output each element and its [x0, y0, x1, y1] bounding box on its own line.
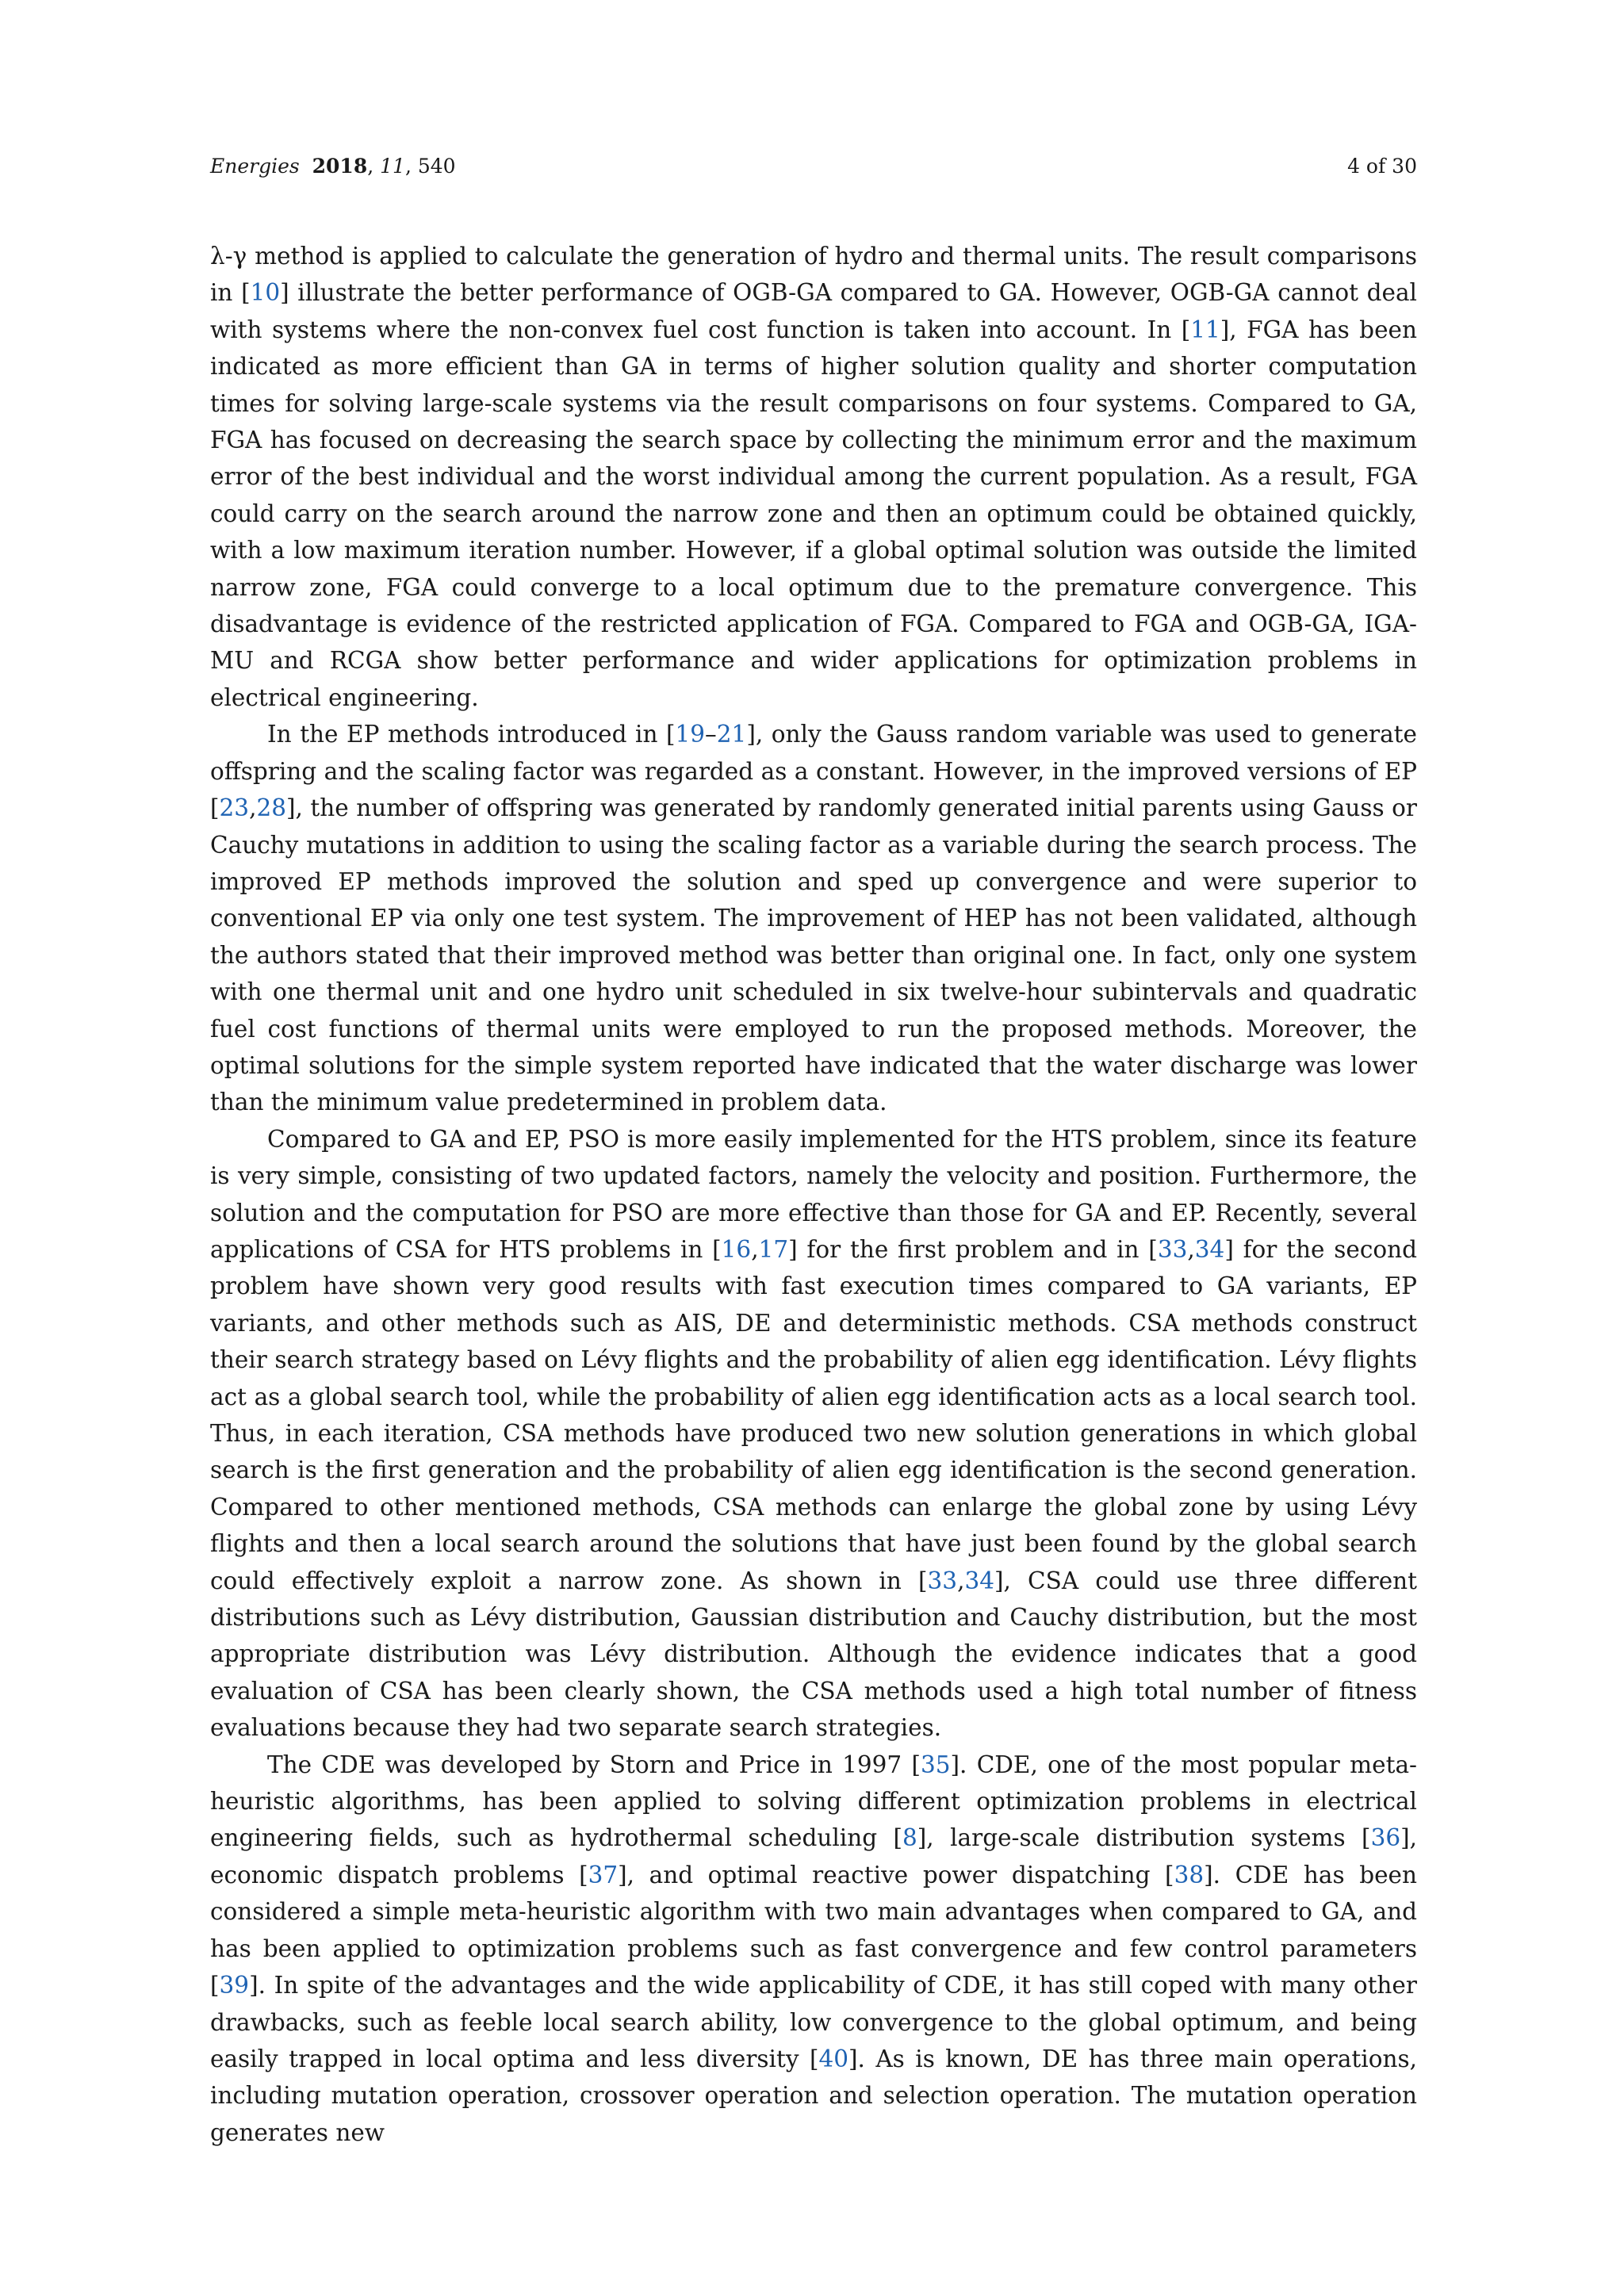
paragraph-text: ], economic dispatch problems [	[210, 1824, 1417, 1888]
citation-link[interactable]: 21	[716, 721, 747, 748]
paragraph-text: ] for the first problem and in [	[788, 1235, 1158, 1263]
paragraph-text: Compared to GA and EP, PSO is more easily implemented for the HTS problem, since its feature is very simple, consisting of two updated factors, namely the velocity and position. Furthermore, the solution and the computation for PSO are more effective than those for GA and EP. Recently, several applications of CSA for HTS problems in [	[210, 1125, 1417, 1263]
paragraph-text: –	[705, 721, 717, 748]
citation-link[interactable]: 38	[1174, 1861, 1205, 1888]
paragraph-text: ] for the second problem have shown very good results with fast execution times compared to GA variants, EP variants, and other methods such as AIS, DE and deterministic methods. CSA methods construct their search strategy based on Lévy flights and the probability of alien egg identification. Lévy flights act as a global search tool, while the probability of alien egg identification acts as a local search tool. Thus, in each iteration, CSA methods have produced two new solution generations in which global search is the first generation and the probability of alien egg identification is the second generation. Compared to other mentioned methods, CSA methods can enlarge the global zone by using Lévy flights and then a local search around the solutions that have just been found by the global search could effectively exploit a narrow zone. As shown in [	[210, 1235, 1417, 1594]
paragraph-text: ]. CDE, one of the most popular meta-heuristic algorithms, has been applied to solving different optimization problems in electrical engineering fields, such as hydrothermal scheduling [	[210, 1751, 1418, 1852]
body-text	[210, 238, 1417, 2151]
paragraph-text: ,	[751, 1235, 759, 1263]
citation-link[interactable]: 35	[920, 1751, 951, 1778]
paragraph-text: ], FGA has been indicated as more efficient than GA in terms of higher solution quality and shorter computation times for solving large-scale systems via the result comparisons on four systems. Compared to GA, FGA has focused on decreasing the search space by collecting the minimum error and the maximum error of the best individual and the worst individual among the current population. As a result, FGA could carry on the search around the narrow zone and then an optimum could be obtained quickly, with a low maximum iteration number. However, if a global optimal solution was outside the limited narrow zone, FGA could converge to a local optimum due to the premature convergence. This disadvantage is evidence of the restricted application of FGA. Compared to FGA and OGB-GA, IGA-MU and RCGA show better performance and wider applications for optimization problems in electrical engineering.	[210, 316, 1417, 711]
article-number: 540	[417, 155, 456, 178]
citation-link[interactable]: 37	[588, 1861, 619, 1888]
citation-link[interactable]: 28	[256, 794, 286, 822]
citation-link[interactable]: 19	[675, 721, 706, 748]
paragraph-text: ,	[957, 1567, 965, 1594]
page-number: 4 of 30	[1347, 155, 1417, 178]
paragraph-text: ]. As is known, DE has three main operations, including mutation operation, crossover operation and selection operation. The mutation operation generates new	[210, 2045, 1417, 2146]
paragraph-text: ], only the Gauss random variable was used to generate offspring and the scaling factor was regarded as a constant. However, in the improved versions of EP [	[210, 721, 1417, 822]
citation-link[interactable]: 8	[902, 1824, 917, 1852]
citation-line: Energies 2018, 11, 540	[210, 155, 456, 178]
citation-link[interactable]: 33	[1157, 1235, 1188, 1263]
paragraph-text: ]. In spite of the advantages and the wide applicability of CDE, it has still coped with many other drawbacks, such as feeble local search ability, low convergence to the global optimum, and being easily trapped in local optima and less diversity [	[210, 1972, 1417, 2072]
citation-link[interactable]: 40	[818, 2045, 849, 2072]
running-header	[210, 151, 1417, 182]
citation-link[interactable]: 17	[758, 1235, 789, 1263]
volume-number: 11	[380, 155, 405, 178]
paragraph	[210, 716, 1417, 1120]
paragraph-text: ]. CDE has been considered a simple meta-heuristic algorithm with two main advantages when compared to GA, and has been applied to optimization problems such as fast convergence and few control parameters [	[210, 1861, 1417, 1999]
paragraph-text: ], and optimal reactive power dispatching [	[618, 1861, 1174, 1888]
paragraph-text: λ-γ method is applied to calculate the generation of hydro and thermal units. The result comparisons in [	[210, 243, 1417, 307]
paragraph	[210, 1747, 1417, 2151]
citation-link[interactable]: 36	[1370, 1824, 1401, 1852]
citation-link[interactable]: 39	[219, 1972, 250, 1999]
publication-year: 2018	[312, 155, 368, 178]
paragraph-text: ] illustrate the better performance of OGB-GA compared to GA. However, OGB-GA cannot deal with systems where the non-convex fuel cost function is taken into account. In [	[210, 279, 1417, 343]
paragraph-text: ,	[249, 794, 257, 822]
citation-link[interactable]: 34	[964, 1567, 994, 1594]
paragraph-text: ], the number of offspring was generated by randomly generated initial parents using Gauss or Cauchy mutations in addition to using the scaling factor as a variable during the search process. The improved EP methods improved the solution and sped up convergence and were superior to conventional EP via only one test system. The improvement of HEP has not been validated, although the authors stated that their improved method was better than original one. In fact, only one system with one thermal unit and one hydro unit scheduled in six twelve-hour subintervals and quadratic fuel cost functions of thermal units were employed to run the proposed methods. Moreover, the optimal solutions for the simple system reported have indicated that the water discharge was lower than the minimum value predetermined in problem data.	[210, 794, 1417, 1116]
paragraph	[210, 1121, 1417, 1747]
paragraph-text: The CDE was developed by Storn and Price in 1997 [	[267, 1751, 921, 1778]
journal-name: Energies	[210, 155, 300, 178]
paragraph	[210, 238, 1417, 716]
paragraph-text: ,	[1187, 1235, 1195, 1263]
citation-link[interactable]: 23	[219, 794, 250, 822]
paragraph-text: ], CSA could use three different distributions such as Lévy distribution, Gaussian distribution and Cauchy distribution, but the most appropriate distribution was Lévy distribution. Although the evidence indicates that a good evaluation of CSA has been clearly shown, the CSA methods used a high total number of fitness evaluations because they had two separate search strategies.	[210, 1567, 1418, 1742]
citation-link[interactable]: 33	[927, 1567, 958, 1594]
citation-link[interactable]: 11	[1190, 316, 1220, 343]
paragraph-text: In the EP methods introduced in [	[267, 721, 676, 748]
citation-link[interactable]: 10	[250, 279, 281, 307]
paragraph-text: ], large-scale distribution systems [	[917, 1824, 1371, 1852]
citation-link[interactable]: 34	[1194, 1235, 1225, 1263]
citation-link[interactable]: 16	[721, 1235, 752, 1263]
